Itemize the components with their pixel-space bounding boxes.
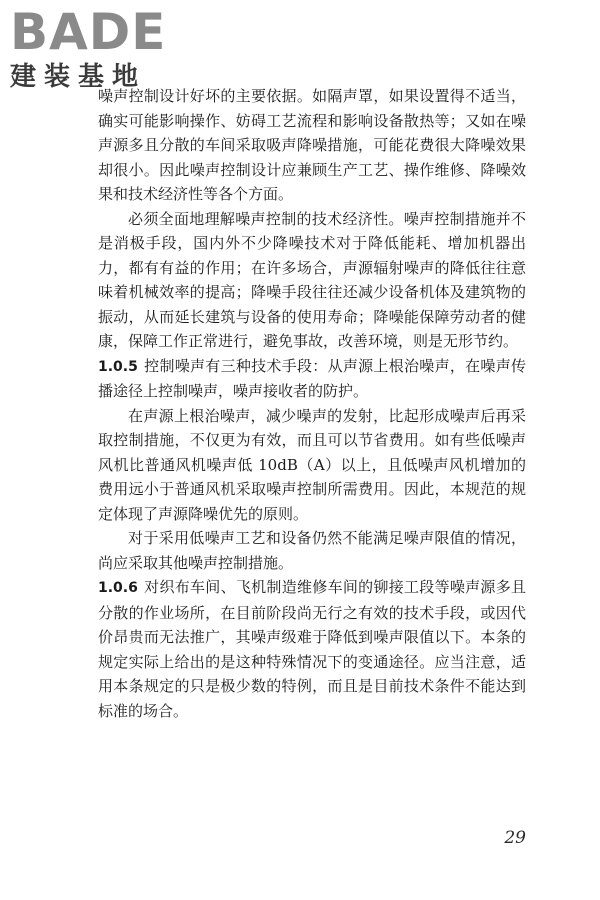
paragraph-text: 必须全面地理解噪声控制的技术经济性。噪声控制措施并不是消极手段，国内外不少降噪技术对于降低能耗、增加机器出力，都有有益的作用；在许多场合，声源辐射噪声的降低往往意味着机械效率的提高；降噪手段往往还减少设备机体及建筑物的振动，从而延长建筑与设备的使用寿命；降噪能保障劳动者的健康，保障工作正常进行，避免事故，改善环境，则是无形节约。 — [98, 209, 526, 350]
brand-logo — [10, 3, 180, 96]
paragraph-tech-economics — [98, 207, 526, 354]
paragraph-source-control — [98, 404, 526, 527]
paragraph-text: 控制噪声有三种技术手段：从声源上根治噪声，在噪声传播途径上控制噪声，噪声接收者的防护。 — [98, 356, 526, 400]
clause-1-0-6 — [98, 575, 526, 723]
page-number: 29 — [504, 828, 526, 848]
logo-brand-text: BADE — [10, 3, 167, 61]
paragraph-text: 对织布车间、飞机制造维修车间的铆接工段等噪声源多且分散的作业场所，在目前阶段尚无行之有效的技术手段，或因代价昂贵而无法推广，其噪声级难于降低到噪声限值以下。本条的规定实际上给出的是这种特殊情况下的变通途径。应当注意，适用本条规定的只是极少数的特例，而且是目前技术条件不能达到标准的场合。 — [98, 578, 526, 720]
paragraph-text: 噪声控制设计好坏的主要依据。如隔声罩，如果设置得不适当，确实可能影响操作、妨碍工艺流程和影响设备散热等；又如在噪声源多且分散的车间采取吸声降噪措施，可能花费很大降噪效果却很小。因此噪声控制设计应兼顾生产工艺、操作维修、降噪效果和技术经济性等各个方面。 — [98, 87, 526, 203]
clause-1-0-5 — [98, 354, 526, 404]
clause-number: 1.0.6 — [98, 580, 138, 596]
paragraph-other-measures — [98, 526, 526, 575]
clause-number: 1.0.5 — [98, 358, 138, 375]
paragraph-text: 在声源上根治噪声，减少噪声的发射，比起形成噪声后再采取控制措施，不仅更为有效，而且可以节省费用。如有些低噪声风机比普通风机噪声低 10dB（A）以上，且低噪声风机增加的费用远小于普通风机采取噪声控制所需费用。因此，本规范的规定体现了声源降噪优先的原则。 — [98, 406, 526, 523]
paragraph-continuation — [98, 84, 526, 207]
document-body — [98, 84, 526, 723]
paragraph-text: 对于采用低噪声工艺和设备仍然不能满足噪声限值的情况，尚应采取其他噪声控制措施。 — [98, 529, 526, 572]
logo-subtitle: 建装基地 — [10, 62, 147, 92]
